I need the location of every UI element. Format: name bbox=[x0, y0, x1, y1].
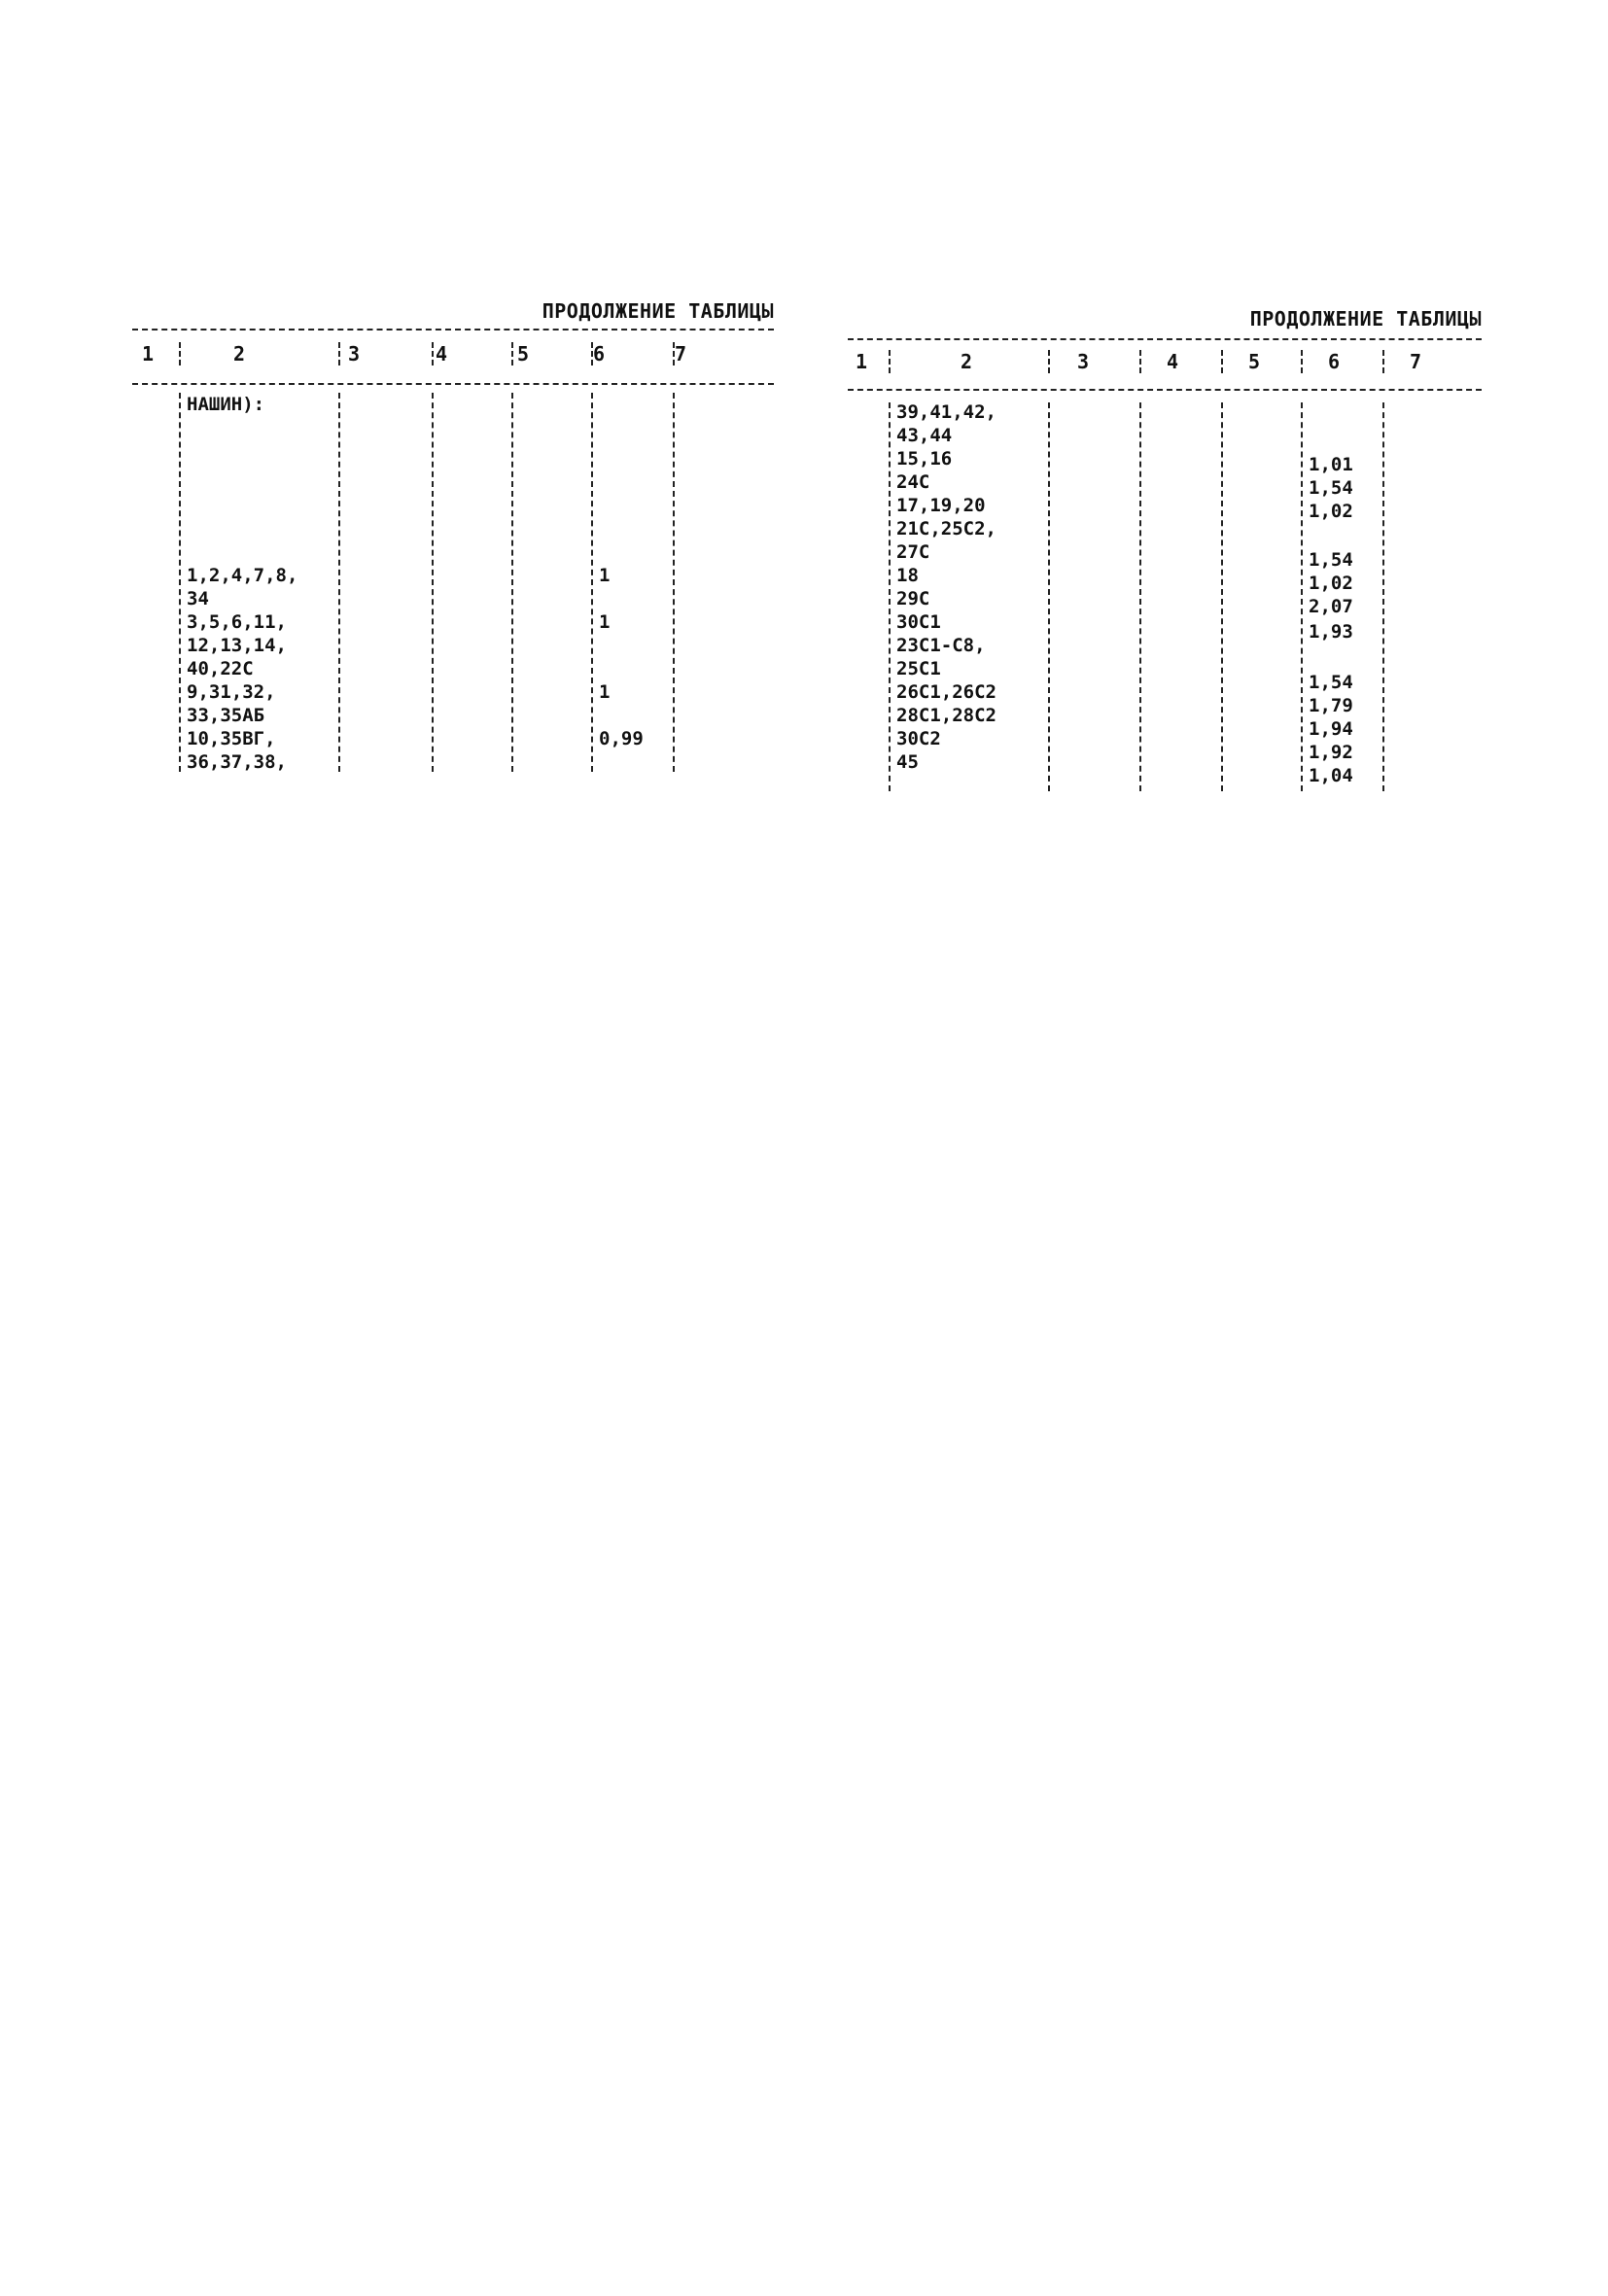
column-line bbox=[673, 393, 675, 772]
table-cell-col6: 1,54 bbox=[1309, 672, 1353, 693]
table-cell-col6: 1,93 bbox=[1309, 621, 1353, 643]
table-cell-col6: 1,54 bbox=[1309, 549, 1353, 571]
table-cell-col6: 1,02 bbox=[1309, 573, 1353, 594]
table-cell-col2: 43,44 bbox=[896, 425, 953, 446]
table-cell-col2: 29С bbox=[896, 588, 930, 609]
table-cell-col6: 2,07 bbox=[1309, 596, 1353, 617]
table-cell-col2: 28С1,28С2 bbox=[896, 705, 996, 726]
table-cell-col2: 33,35АБ bbox=[187, 705, 265, 726]
table-cell-col2: 18 bbox=[896, 565, 919, 586]
header-separator bbox=[511, 342, 513, 365]
table-cell-col2: 30С2 bbox=[896, 728, 941, 749]
table-cell-col6: 1,01 bbox=[1309, 454, 1353, 475]
table-cell-col2: 27С bbox=[896, 541, 930, 563]
header-col-7: 7 bbox=[674, 342, 687, 365]
table-cell-col2: 1,2,4,7,8, bbox=[187, 565, 298, 586]
table-cell-col6: 1,54 bbox=[1309, 477, 1353, 499]
header-col-7: 7 bbox=[1409, 350, 1422, 373]
header-col-4: 4 bbox=[435, 342, 448, 365]
right-table bbox=[848, 299, 1482, 805]
table-cell-col2: 3,5,6,11, bbox=[187, 611, 287, 633]
table-cell-col6: 1,04 bbox=[1309, 765, 1353, 786]
header-separator bbox=[1382, 350, 1384, 373]
table-cell-col2: 17,19,20 bbox=[896, 495, 986, 516]
header-col-3: 3 bbox=[1076, 350, 1090, 373]
table-cell-col6: 0,99 bbox=[599, 728, 644, 749]
column-line bbox=[1139, 402, 1141, 791]
column-line bbox=[591, 393, 593, 772]
left-table bbox=[132, 292, 774, 797]
table-cell-col6: 1 bbox=[599, 611, 611, 633]
column-line bbox=[1221, 402, 1223, 791]
header-separator bbox=[1048, 350, 1050, 373]
table-cell-col6: 1,79 bbox=[1309, 695, 1353, 716]
header-separator bbox=[591, 342, 593, 365]
table-cell-col6: 1,02 bbox=[1309, 501, 1353, 522]
column-line bbox=[511, 393, 513, 772]
header-separator bbox=[179, 342, 181, 365]
header-col-6: 6 bbox=[592, 342, 606, 365]
column-line bbox=[338, 393, 340, 772]
header-separator bbox=[432, 342, 434, 365]
header-col-2: 2 bbox=[960, 350, 973, 373]
table-cell-col2: 21С,25С2, bbox=[896, 518, 996, 539]
header-col-1: 1 bbox=[855, 350, 868, 373]
header-col-2: 2 bbox=[232, 342, 246, 365]
table-cell-col6: 1 bbox=[599, 565, 611, 586]
table-cell-col2: 26С1,26С2 bbox=[896, 681, 996, 703]
table-caption: ПРОДОЛЖЕНИЕ ТАБЛИЦЫ bbox=[542, 299, 774, 323]
header-col-6: 6 bbox=[1327, 350, 1341, 373]
header-top-rule bbox=[132, 329, 774, 330]
table-cell-col2: 24С bbox=[896, 471, 930, 493]
column-line bbox=[889, 402, 891, 791]
column-line bbox=[1382, 402, 1384, 791]
table-cell-col2: 45 bbox=[896, 751, 919, 773]
table-cell-col2: 34 bbox=[187, 588, 209, 609]
header-separator bbox=[1301, 350, 1303, 373]
table-cell-col2: 39,41,42, bbox=[896, 401, 996, 423]
table-cell-col2: 40,22С bbox=[187, 658, 254, 679]
header-top-rule bbox=[848, 338, 1482, 340]
header-col-3: 3 bbox=[347, 342, 361, 365]
table-cell-col6: 1 bbox=[599, 681, 611, 703]
column-line bbox=[179, 393, 181, 772]
table-caption: ПРОДОЛЖЕНИЕ ТАБЛИЦЫ bbox=[1249, 307, 1482, 330]
header-separator bbox=[889, 350, 891, 373]
header-bottom-rule bbox=[848, 389, 1482, 391]
table-cell-col6: 1,92 bbox=[1309, 742, 1353, 763]
table-cell-col2: 25С1 bbox=[896, 658, 941, 679]
column-line bbox=[1301, 402, 1303, 791]
table-cell-col6: 1,94 bbox=[1309, 718, 1353, 740]
header-col-5: 5 bbox=[1247, 350, 1261, 373]
table-cell-col2: 36,37,38, bbox=[187, 751, 287, 773]
table-cell-col2: НАШИН): bbox=[187, 394, 265, 415]
column-line bbox=[1048, 402, 1050, 791]
header-separator bbox=[338, 342, 340, 365]
header-col-1: 1 bbox=[141, 342, 155, 365]
table-cell-col2: 12,13,14, bbox=[187, 635, 287, 656]
column-line bbox=[432, 393, 434, 772]
table-cell-col2: 10,35ВГ, bbox=[187, 728, 276, 749]
table-cell-col2: 15,16 bbox=[896, 448, 953, 470]
table-cell-col2: 23С1-С8, bbox=[896, 635, 986, 656]
header-separator bbox=[1139, 350, 1141, 373]
table-cell-col2: 30С1 bbox=[896, 611, 941, 633]
table-cell-col2: 9,31,32, bbox=[187, 681, 276, 703]
header-separator bbox=[673, 342, 675, 365]
header-col-5: 5 bbox=[516, 342, 530, 365]
header-col-4: 4 bbox=[1166, 350, 1179, 373]
header-separator bbox=[1221, 350, 1223, 373]
header-bottom-rule bbox=[132, 383, 774, 385]
